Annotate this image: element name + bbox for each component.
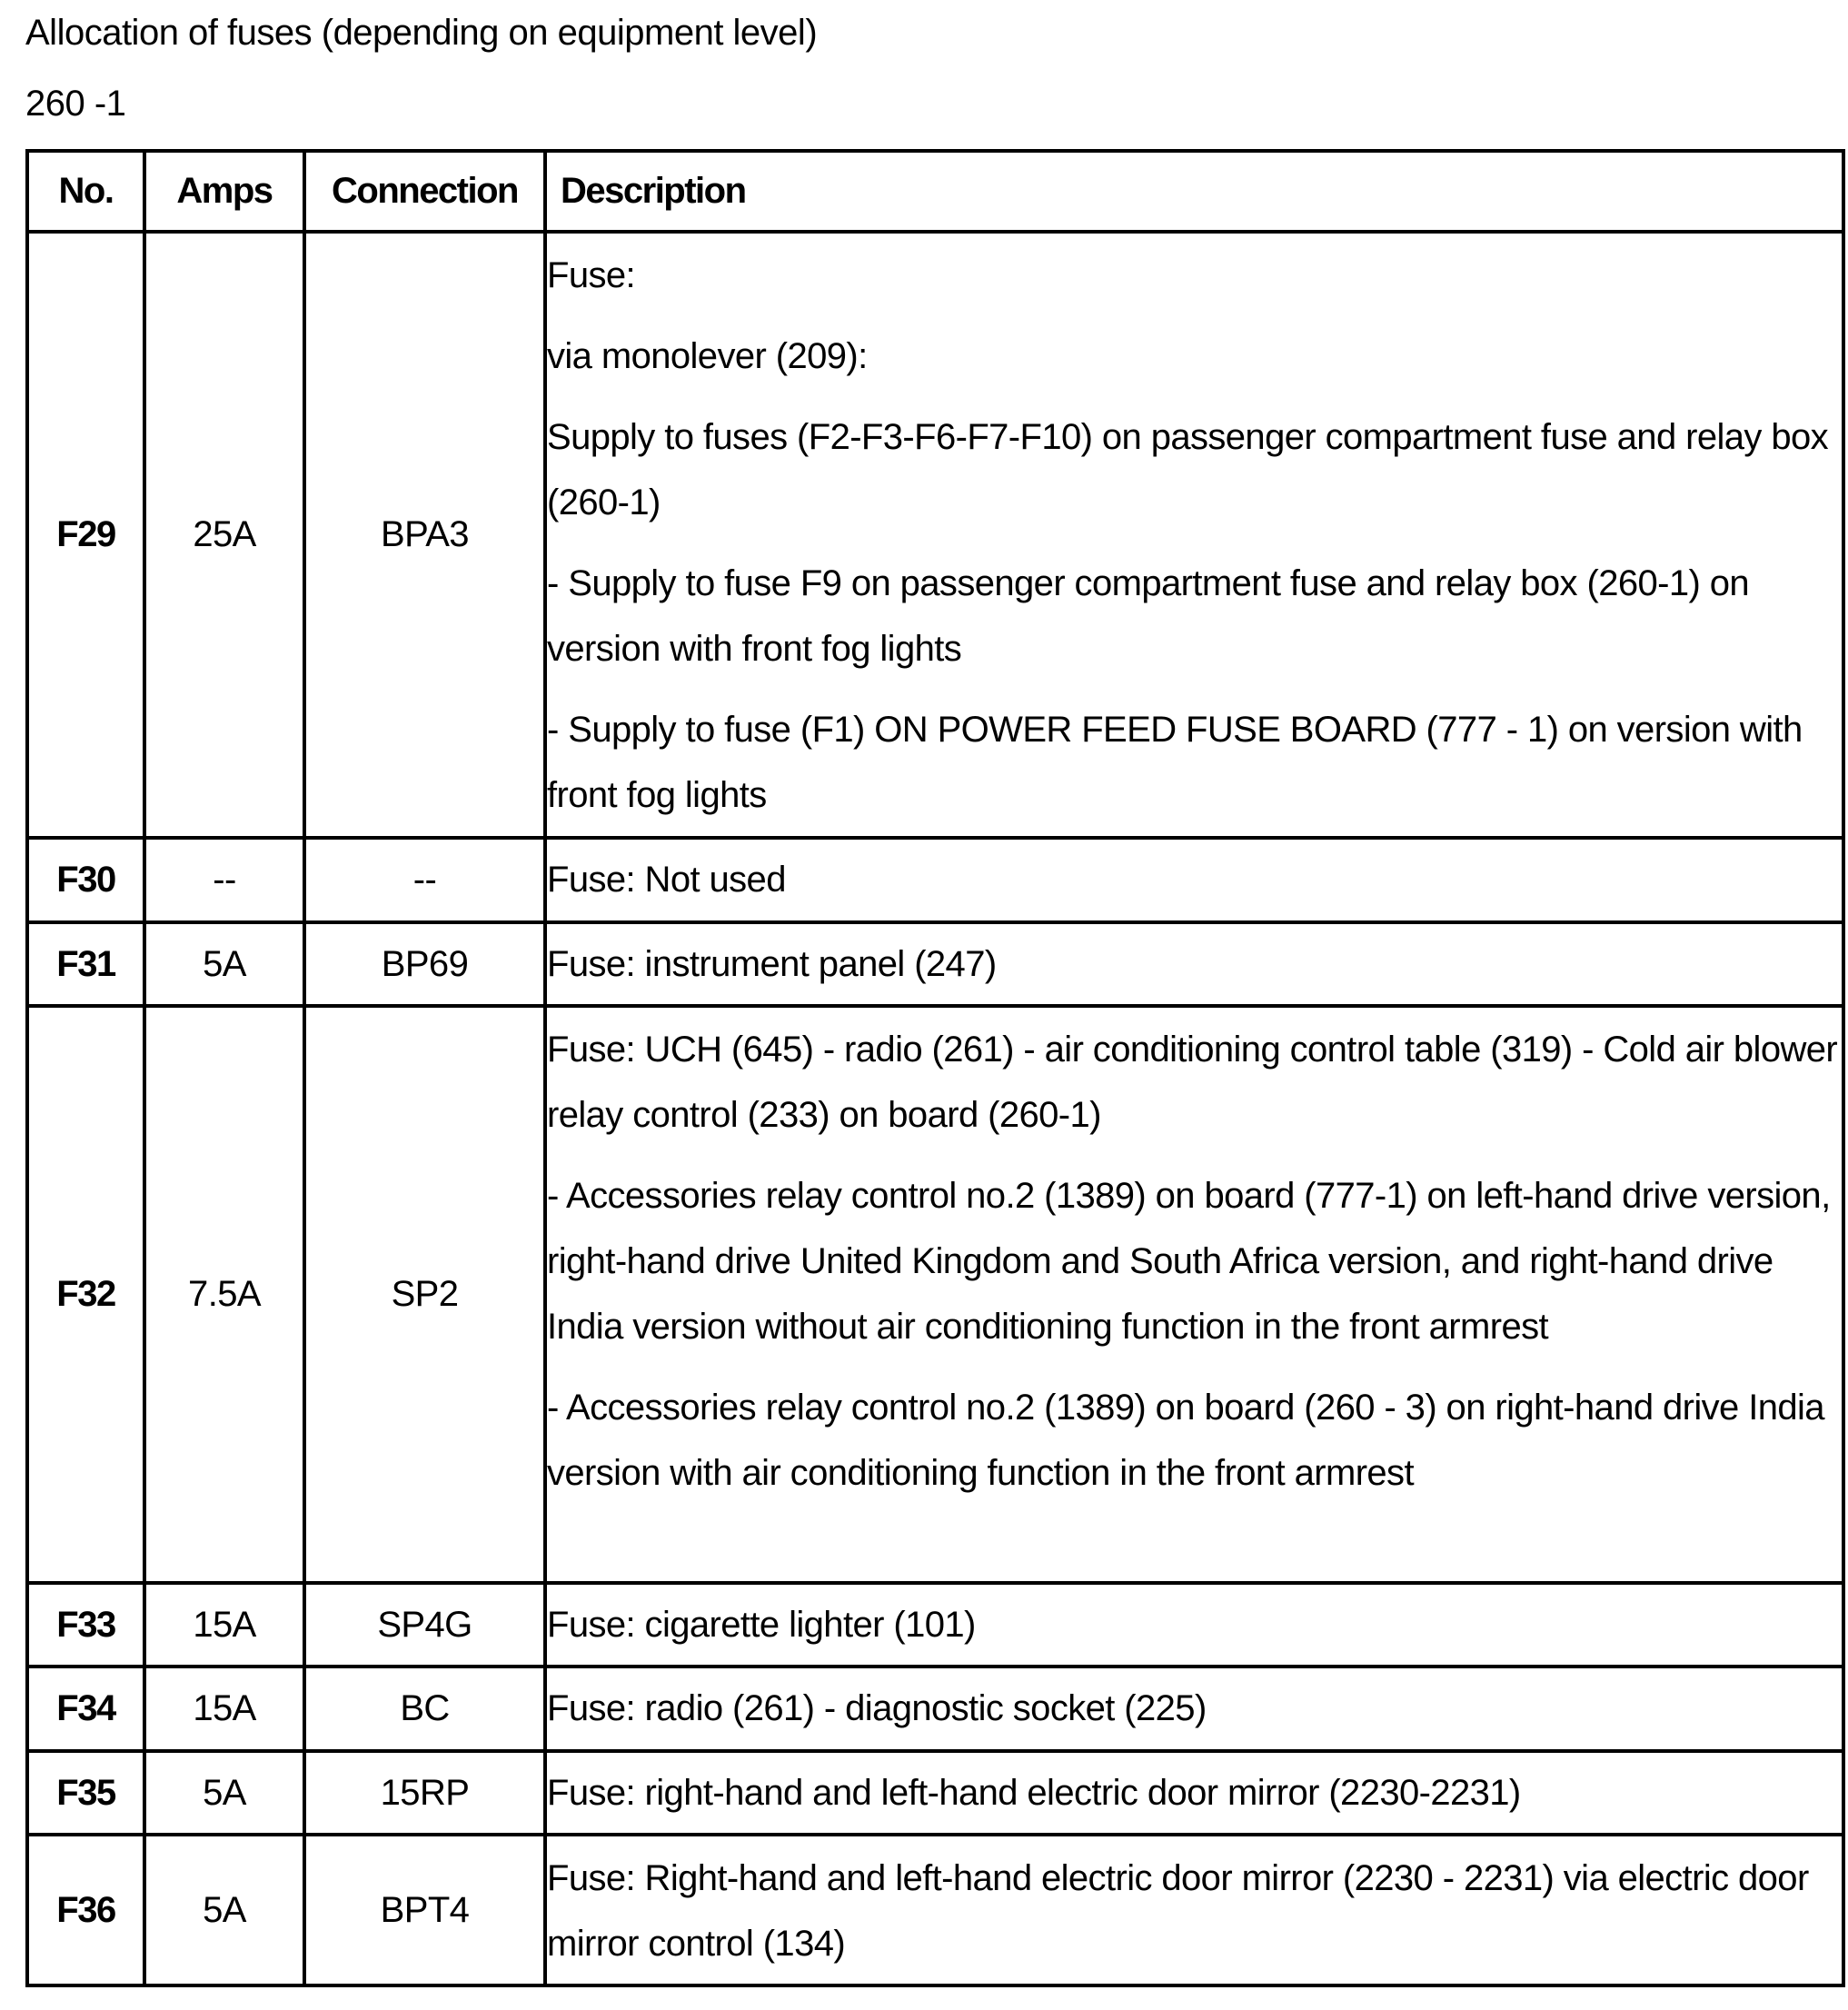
fuse-description bbox=[545, 1006, 1843, 1583]
fuse-number: F31 bbox=[27, 922, 144, 1006]
fuse-description bbox=[545, 838, 1843, 922]
fuse-amps: 7.5A bbox=[144, 1006, 304, 1583]
fuse-description bbox=[545, 922, 1843, 1006]
header-connection: Connection bbox=[304, 151, 545, 232]
fuse-connection: SP4G bbox=[304, 1583, 545, 1667]
fuse-amps: -- bbox=[144, 838, 304, 922]
description-line: Fuse: cigarette lighter (101) bbox=[547, 1605, 976, 1645]
header-description: Description bbox=[545, 151, 1843, 232]
fuse-description bbox=[545, 1751, 1843, 1835]
fuse-connection: BPT4 bbox=[304, 1835, 545, 1985]
fuse-connection: -- bbox=[304, 838, 545, 922]
description-line: - Accessories relay control no.2 (1389) on board (260 - 3) on right-hand drive India version with air conditioning function in the front armrest bbox=[547, 1388, 1824, 1493]
table-row bbox=[27, 838, 1843, 922]
fuse-number: F36 bbox=[27, 1835, 144, 1985]
description-line: - Supply to fuse F9 on passenger compartment fuse and relay box (260-1) on version with front fog lights bbox=[547, 563, 1750, 669]
fuse-amps: 25A bbox=[144, 232, 304, 838]
fuse-amps: 5A bbox=[144, 922, 304, 1006]
fuse-amps: 15A bbox=[144, 1667, 304, 1751]
table-row bbox=[27, 1751, 1843, 1835]
fuse-number: F30 bbox=[27, 838, 144, 922]
header-no: No. bbox=[27, 151, 144, 232]
description-line: Fuse: Right-hand and left-hand electric door mirror (2230 - 2231) via electric door mirror control (134) bbox=[547, 1858, 1809, 1964]
table-header-row bbox=[27, 151, 1843, 232]
fuse-description bbox=[545, 1835, 1843, 1985]
fuse-allocation-table bbox=[25, 149, 1845, 1987]
fuse-connection: 15RP bbox=[304, 1751, 545, 1835]
description-line: - Supply to fuse (F1) ON POWER FEED FUSE BOARD (777 - 1) on version with front fog lights bbox=[547, 710, 1803, 815]
description-line: Fuse: bbox=[547, 255, 636, 295]
table-row bbox=[27, 922, 1843, 1006]
fuse-description bbox=[545, 232, 1843, 838]
description-line: via monolever (209): bbox=[547, 336, 868, 376]
fuse-connection: BPA3 bbox=[304, 232, 545, 838]
header-amps: Amps bbox=[144, 151, 304, 232]
table-row bbox=[27, 232, 1843, 838]
fuse-number: F33 bbox=[27, 1583, 144, 1667]
description-line: Fuse: right-hand and left-hand electric door mirror (2230-2231) bbox=[547, 1773, 1521, 1813]
fuse-box-reference: 260 -1 bbox=[25, 84, 126, 124]
table-row bbox=[27, 1667, 1843, 1751]
fuse-amps: 15A bbox=[144, 1583, 304, 1667]
fuse-connection: BC bbox=[304, 1667, 545, 1751]
table-row bbox=[27, 1835, 1843, 1985]
description-line: Fuse: radio (261) - diagnostic socket (225) bbox=[547, 1688, 1207, 1728]
description-line: Supply to fuses (F2-F3-F6-F7-F10) on passenger compartment fuse and relay box (260-1) bbox=[547, 417, 1829, 522]
fuse-description bbox=[545, 1667, 1843, 1751]
fuse-amps: 5A bbox=[144, 1751, 304, 1835]
document-title: Allocation of fuses (depending on equipment level) bbox=[25, 13, 818, 53]
fuse-number: F32 bbox=[27, 1006, 144, 1583]
fuse-connection: SP2 bbox=[304, 1006, 545, 1583]
fuse-number: F34 bbox=[27, 1667, 144, 1751]
table-row bbox=[27, 1006, 1843, 1583]
fuse-amps: 5A bbox=[144, 1835, 304, 1985]
fuse-connection: BP69 bbox=[304, 922, 545, 1006]
description-line: Fuse: instrument panel (247) bbox=[547, 944, 997, 984]
fuse-number: F29 bbox=[27, 232, 144, 838]
description-line: Fuse: UCH (645) - radio (261) - air conditioning control table (319) - Cold air blower relay control (233) on board (260-1) bbox=[547, 1030, 1838, 1135]
fuse-description bbox=[545, 1583, 1843, 1667]
description-line: Fuse: Not used bbox=[547, 860, 786, 900]
description-line: - Accessories relay control no.2 (1389) on board (777-1) on left-hand drive version, right-hand drive United Kingdom and South Africa version, and right-hand drive India version without air conditioning function in the front armrest bbox=[547, 1176, 1831, 1347]
fuse-number: F35 bbox=[27, 1751, 144, 1835]
table-row bbox=[27, 1583, 1843, 1667]
